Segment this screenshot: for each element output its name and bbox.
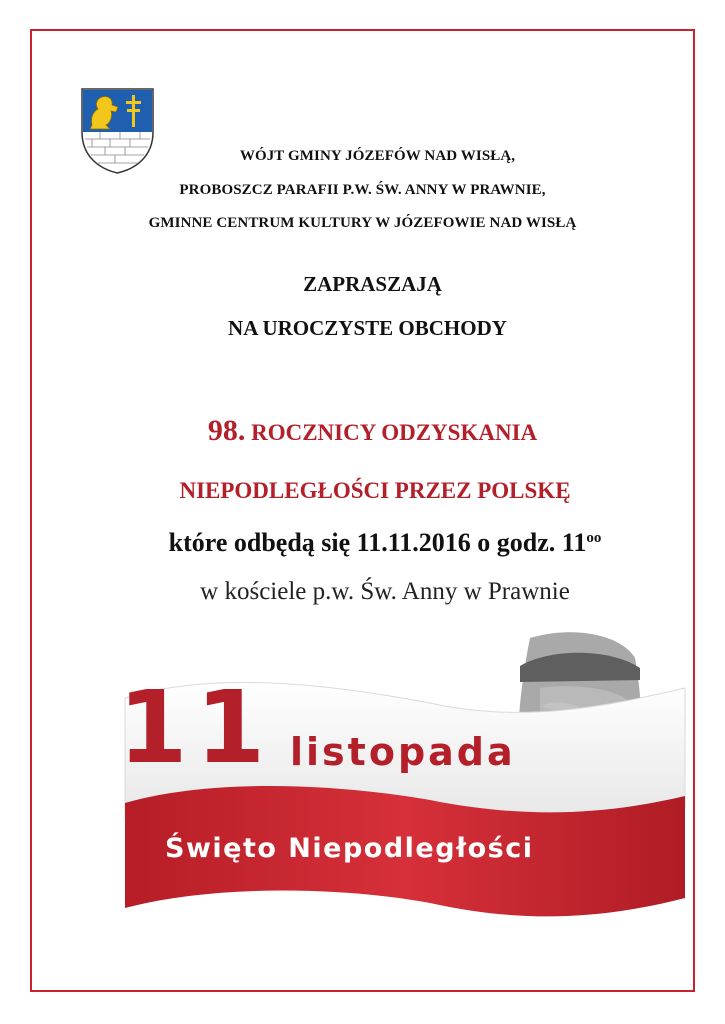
organizer-line: WÓJT GMINY JÓZEFÓW NAD WISŁĄ,	[239, 148, 516, 164]
event-datetime-text: które odbędą się 11.11.2016 o godz. 11	[168, 528, 587, 557]
invite-subheading: NA UROCZYSTE OBCHODY	[228, 316, 507, 340]
invite-heading: ZAPRASZAJĄ	[303, 272, 442, 296]
organizer-line: GMINNE CENTRUM KULTURY W JÓZEFOWIE NAD WISŁĄ	[148, 215, 577, 231]
banner-holiday: Święto Niepodległości	[165, 833, 534, 864]
banner-month: listopada	[290, 730, 516, 774]
event-time-superscript: oo	[586, 530, 602, 546]
organizer-line: PROBOSZCZ PARAFII P.W. ŚW. ANNY W PRAWNIE,	[179, 182, 546, 198]
event-location: w kościele p.w. Św. Anny w Prawnie	[200, 578, 570, 605]
anniversary-number: 98.	[207, 414, 246, 447]
anniversary-line-1	[0, 414, 725, 448]
anniversary-text: ROCZNICY ODZYSKANIA	[245, 420, 538, 445]
banner-day: 11	[118, 669, 274, 786]
anniversary-line-2: NIEPODLEGŁOŚCI PRZEZ POLSKĘ	[179, 478, 571, 503]
event-datetime	[0, 528, 725, 558]
